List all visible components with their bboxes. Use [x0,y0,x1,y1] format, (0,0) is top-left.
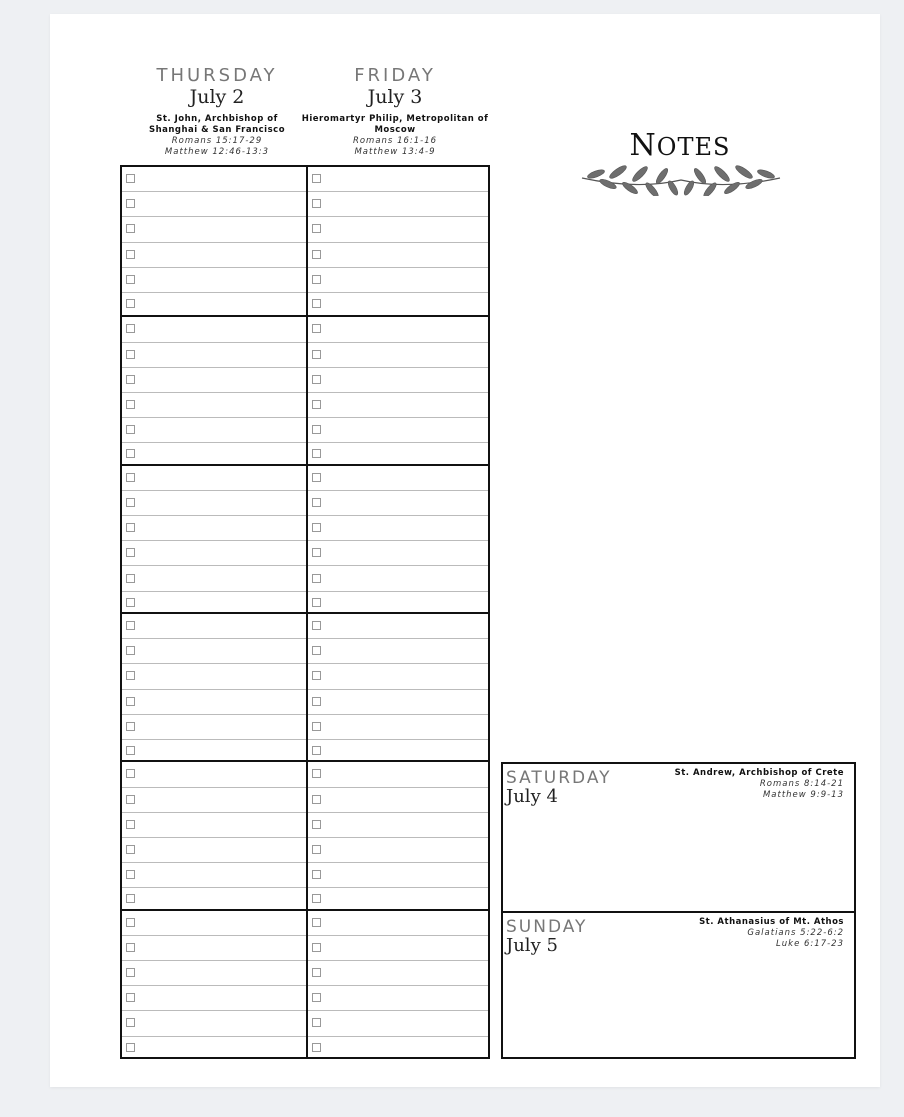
day-name: THURSDAY [156,65,278,86]
checkbox[interactable] [126,845,135,854]
saint-line: St. John, Archbishop of [156,114,278,124]
checkbox[interactable] [312,769,321,778]
checkbox[interactable] [126,918,135,927]
checklist-row[interactable] [308,343,488,368]
checklist-row[interactable] [308,243,488,268]
checkbox[interactable] [312,671,321,680]
day-name: SUNDAY [506,917,588,937]
checklist-row[interactable] [308,838,488,863]
checklist-row[interactable] [122,1037,306,1059]
checkbox[interactable] [126,324,135,333]
checklist-row[interactable] [308,1037,488,1059]
friday-column [308,167,488,1057]
checklist-row[interactable] [308,986,488,1011]
checkbox[interactable] [126,722,135,731]
checkbox[interactable] [126,870,135,879]
checkbox[interactable] [312,449,321,458]
checkbox[interactable] [126,425,135,434]
checklist-row[interactable] [308,192,488,217]
checkbox[interactable] [312,523,321,532]
checkbox[interactable] [126,473,135,482]
checkbox[interactable] [126,299,135,308]
day-name: SATURDAY [506,768,612,788]
checkbox[interactable] [312,174,321,183]
saturday-readings [675,768,844,801]
checkbox[interactable] [312,425,321,434]
checklist-row[interactable] [122,368,306,393]
checkbox[interactable] [312,548,321,557]
checkbox[interactable] [312,646,321,655]
time-block [122,612,306,760]
checklist-row[interactable] [122,243,306,268]
checkbox[interactable] [312,918,321,927]
gospel-reading: Luke 6:17-23 [776,939,844,949]
checklist-row[interactable] [308,863,488,888]
checklist-row[interactable] [308,592,488,614]
checkbox[interactable] [126,199,135,208]
checklist-row[interactable] [122,317,306,342]
checkbox[interactable] [312,820,321,829]
checkbox[interactable] [312,1018,321,1027]
time-block [122,167,306,315]
checkbox[interactable] [126,671,135,680]
checklist-row[interactable] [308,936,488,961]
checklist-row[interactable] [308,961,488,986]
checklist-row[interactable] [308,566,488,591]
time-block [122,760,306,908]
checklist-row[interactable] [308,715,488,740]
checkbox[interactable] [312,400,321,409]
thursday-column [122,167,308,1057]
checkbox[interactable] [126,275,135,284]
epistle-reading: Romans 15:17-29 [171,136,263,146]
checkbox[interactable] [312,324,321,333]
checkbox[interactable] [126,174,135,183]
day-date: July 2 [189,86,245,108]
gospel-reading: Matthew 9:9-13 [762,790,844,800]
checkbox[interactable] [312,845,321,854]
gospel-reading: Matthew 12:46-13:3 [164,147,270,157]
checkbox[interactable] [312,894,321,903]
checkbox[interactable] [126,795,135,804]
checkbox[interactable] [126,646,135,655]
saint-line: Hieromartyr Philip, Metropolitan of [301,114,489,124]
checklist-row[interactable] [122,566,306,591]
checklist-row[interactable] [122,911,306,936]
day-date: July 3 [367,86,423,108]
checklist-row[interactable] [308,664,488,689]
checklist-row[interactable] [308,888,488,910]
time-block [122,315,306,463]
checklist-row[interactable] [308,762,488,787]
checkbox[interactable] [312,275,321,284]
checkbox[interactable] [126,769,135,778]
laurel-ornament-icon [578,150,784,196]
checkbox[interactable] [312,697,321,706]
checkbox[interactable] [312,224,321,233]
checklist-row[interactable] [308,639,488,664]
checklist-grid [120,165,490,1059]
time-block [308,315,488,463]
epistle-reading: Romans 16:1-16 [352,136,438,146]
checkbox[interactable] [126,993,135,1002]
checklist-row[interactable] [308,443,488,465]
checkbox[interactable] [126,1018,135,1027]
checklist-row[interactable] [122,1011,306,1036]
checklist-row[interactable] [122,516,306,541]
checklist-row[interactable] [308,541,488,566]
checkbox[interactable] [312,498,321,507]
checkbox[interactable] [312,968,321,977]
checkbox[interactable] [126,350,135,359]
checklist-row[interactable] [308,167,488,192]
checklist-row[interactable] [308,268,488,293]
checklist-row[interactable] [122,813,306,838]
epistle-reading: Romans 8:14-21 [759,779,844,789]
checkbox[interactable] [126,523,135,532]
checklist-row[interactable] [122,762,306,787]
checklist-row[interactable] [122,690,306,715]
checklist-row[interactable] [122,715,306,740]
saturday-box [501,762,856,913]
gospel-reading: Matthew 13:4-9 [354,147,436,157]
checklist-row[interactable] [308,368,488,393]
checklist-row[interactable] [122,863,306,888]
checklist-row[interactable] [122,293,306,315]
checklist-row[interactable] [308,813,488,838]
checklist-row[interactable] [122,491,306,516]
checklist-row[interactable] [308,614,488,639]
checklist-row[interactable] [308,690,488,715]
checkbox[interactable] [312,574,321,583]
saint-line: Moscow [374,125,416,135]
checkbox[interactable] [312,722,321,731]
checkbox[interactable] [312,199,321,208]
checkbox[interactable] [126,968,135,977]
checklist-row[interactable] [122,466,306,491]
time-block [308,760,488,908]
checklist-row[interactable] [308,293,488,315]
checklist-row[interactable] [122,541,306,566]
checklist-row[interactable] [308,317,488,342]
checkbox[interactable] [312,795,321,804]
checklist-row[interactable] [308,740,488,762]
time-block [308,167,488,315]
notes-title: NOTES [629,128,731,163]
checkbox[interactable] [312,621,321,630]
checklist-row[interactable] [122,936,306,961]
checkbox[interactable] [126,820,135,829]
epistle-reading: Galatians 5:22-6:2 [747,928,844,938]
checklist-row[interactable] [122,343,306,368]
checklist-row[interactable] [122,639,306,664]
checkbox[interactable] [312,375,321,384]
checklist-row[interactable] [122,217,306,242]
checkbox[interactable] [126,746,135,755]
checklist-row[interactable] [308,491,488,516]
checklist-row[interactable] [122,418,306,443]
checkbox[interactable] [126,250,135,259]
checkbox[interactable] [312,1043,321,1052]
checklist-row[interactable] [122,838,306,863]
checklist-row[interactable] [308,516,488,541]
checkbox[interactable] [126,498,135,507]
checkbox[interactable] [126,894,135,903]
checklist-row[interactable] [122,167,306,192]
checkbox[interactable] [126,548,135,557]
checkbox[interactable] [126,943,135,952]
checklist-row[interactable] [308,911,488,936]
day-date: July 5 [506,935,558,956]
checklist-row[interactable] [122,961,306,986]
checkbox[interactable] [312,299,321,308]
day-date: July 4 [506,786,558,807]
day-name: FRIDAY [354,65,436,86]
checklist-row[interactable] [122,664,306,689]
checklist-row[interactable] [308,217,488,242]
checklist-row[interactable] [308,466,488,491]
time-block [122,464,306,612]
time-block [308,909,488,1057]
saint-line: St. Andrew, Archbishop of Crete [674,768,844,778]
checkbox[interactable] [312,746,321,755]
saint-line: St. Athanasius of Mt. Athos [699,917,844,927]
checkbox[interactable] [312,350,321,359]
checklist-row[interactable] [308,788,488,813]
thursday-header [132,66,302,158]
checklist-row[interactable] [308,418,488,443]
checklist-row[interactable] [308,1011,488,1036]
time-block [122,909,306,1057]
time-block [308,464,488,612]
checklist-row[interactable] [122,788,306,813]
checklist-row[interactable] [122,393,306,418]
checklist-row[interactable] [122,443,306,465]
checkbox[interactable] [126,574,135,583]
checklist-row[interactable] [122,986,306,1011]
checkbox[interactable] [126,224,135,233]
friday-header [290,66,500,158]
checklist-row[interactable] [122,740,306,762]
saint-line: Shanghai & San Francisco [148,125,286,135]
checkbox[interactable] [312,250,321,259]
checkbox[interactable] [312,943,321,952]
checklist-row[interactable] [122,614,306,639]
checkbox[interactable] [312,473,321,482]
checkbox[interactable] [126,598,135,607]
checkbox[interactable] [312,993,321,1002]
checklist-row[interactable] [122,268,306,293]
checkbox[interactable] [312,870,321,879]
checkbox[interactable] [126,621,135,630]
checkbox[interactable] [126,449,135,458]
sunday-box [501,911,856,1059]
time-block [308,612,488,760]
sunday-readings [699,917,844,950]
planner-page [50,14,880,1087]
checklist-row[interactable] [308,393,488,418]
checkbox[interactable] [126,400,135,409]
checkbox[interactable] [312,598,321,607]
checkbox[interactable] [126,697,135,706]
checkbox[interactable] [126,375,135,384]
checklist-row[interactable] [122,592,306,614]
checklist-row[interactable] [122,192,306,217]
checklist-row[interactable] [122,888,306,910]
checkbox[interactable] [126,1043,135,1052]
